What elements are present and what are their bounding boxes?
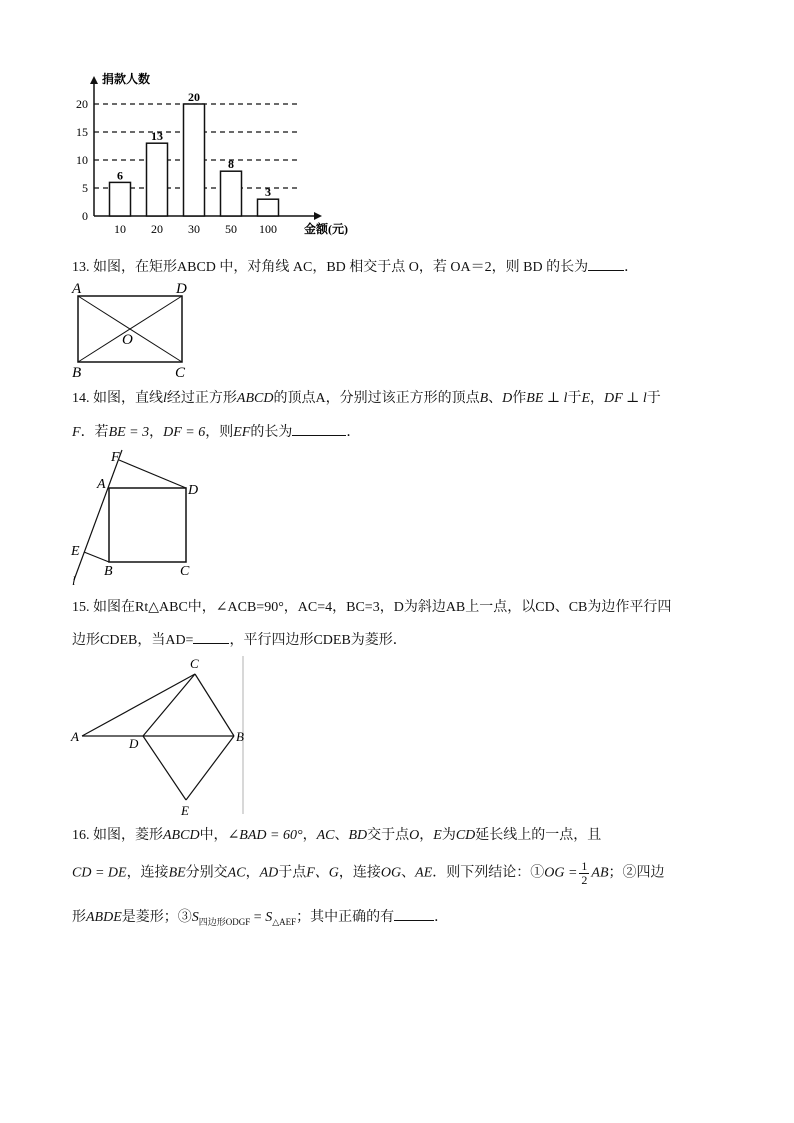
q13-label-a: A bbox=[72, 281, 82, 297]
q16-l3-a: 形 bbox=[72, 910, 86, 925]
q14-line-l bbox=[74, 450, 122, 580]
q16-l1-e: 交于点 bbox=[367, 828, 410, 843]
q14-l1-D: D bbox=[502, 391, 513, 406]
x-tick-label-50: 50 bbox=[225, 222, 237, 236]
q14-l1-h: 于 bbox=[646, 391, 661, 406]
q14-line1 bbox=[72, 389, 661, 409]
q16-l3-d: ． bbox=[434, 910, 449, 925]
q16-l1-o: O bbox=[409, 828, 420, 843]
q15-l2-b: ，平行四边形CDEB为菱形． bbox=[229, 633, 407, 648]
q14-l1-l: l bbox=[163, 391, 167, 406]
q14-l1-d: 、 bbox=[488, 391, 503, 406]
q14-l1-a: 14. 如图，直线 bbox=[72, 391, 163, 406]
x-tick-label-20: 20 bbox=[151, 222, 163, 236]
q16-l2-a: ，连接 bbox=[126, 865, 169, 881]
q13-suffix: ． bbox=[624, 260, 639, 275]
q16-l1-abcd: ABCD bbox=[163, 828, 200, 843]
q14-l2-a: ．若 bbox=[80, 425, 109, 440]
q16-l1-angle: ∠BAD = 60° bbox=[227, 828, 303, 843]
q15-line1 bbox=[72, 598, 671, 618]
q16-l3-s1: S bbox=[191, 910, 199, 925]
q15-label-a: A bbox=[71, 729, 79, 744]
q15-label-e: E bbox=[181, 803, 189, 818]
data-label-10: 6 bbox=[117, 168, 123, 183]
y-axis-title: 捐款人数 bbox=[102, 72, 151, 86]
q16-frac-num: 1 bbox=[581, 859, 588, 873]
q16-line1 bbox=[72, 826, 601, 846]
q14-l1-abcd: ABCD bbox=[236, 391, 274, 406]
q14-l2-F: F bbox=[72, 425, 81, 440]
y-axis-arrow bbox=[90, 76, 98, 84]
q14-l1-c: 的顶点A，分别过该正方形的顶点 bbox=[273, 391, 480, 406]
q14-segment-df bbox=[119, 460, 186, 488]
q14-answer-blank[interactable] bbox=[292, 421, 346, 436]
q14-l1-df: DF ⊥ l bbox=[604, 391, 647, 406]
y-tick-label-10: 10 bbox=[76, 153, 88, 167]
q16-l1-b: 中， bbox=[199, 828, 228, 843]
q14-l1-b: 经过正方形 bbox=[166, 391, 237, 406]
q16-l3-s2sub: △AEF bbox=[272, 916, 297, 927]
q14-square-abcd bbox=[109, 488, 186, 562]
data-label-30: 20 bbox=[188, 90, 200, 104]
q15-answer-blank[interactable] bbox=[193, 629, 229, 644]
q15-label-d: D bbox=[129, 736, 139, 751]
q15-segment-cd bbox=[143, 674, 195, 736]
bar-20 bbox=[147, 143, 168, 216]
y-tick-label-20: 20 bbox=[76, 97, 88, 111]
q16-l2-b: 分别交 bbox=[185, 865, 228, 881]
q14-square-figure bbox=[66, 448, 216, 586]
q13-prefix: 13. 如图，在矩形ABCD 中，对角线 AC，BD 相交于点 O，若 OA＝2，则 BD 的长为 bbox=[72, 260, 589, 275]
q16-line2 bbox=[72, 860, 665, 887]
q16-answer-blank[interactable] bbox=[394, 906, 434, 921]
q14-l2-d: 的长为 bbox=[250, 425, 293, 440]
q14-label-d: D bbox=[188, 483, 199, 498]
q14-label-b: B bbox=[104, 564, 113, 579]
q14-label-l: l bbox=[72, 573, 76, 586]
y-tick-label-15: 15 bbox=[76, 125, 88, 139]
q14-segment-be bbox=[84, 552, 109, 562]
x-axis-title: 金额(元) bbox=[304, 222, 348, 236]
q14-label-c: C bbox=[180, 564, 190, 579]
q16-l1-bd: BD bbox=[348, 828, 368, 843]
q15-label-b: B bbox=[236, 729, 244, 744]
q16-l2-ac: AC bbox=[227, 865, 246, 881]
q14-l1-E: E bbox=[581, 391, 590, 406]
q14-l2-e: ． bbox=[346, 425, 361, 440]
q16-l1-g: 为 bbox=[441, 828, 456, 843]
q16-l2-ae: AE bbox=[415, 865, 433, 881]
q16-frac-den: 2 bbox=[581, 873, 588, 887]
x-tick-label-10: 10 bbox=[114, 222, 126, 236]
data-label-20: 13 bbox=[151, 129, 163, 144]
bar-100 bbox=[258, 199, 279, 216]
q15-rhombus-figure bbox=[66, 652, 256, 820]
q14-l1-g: ， bbox=[590, 391, 604, 406]
q13-label-o: O bbox=[122, 332, 133, 348]
q15-l2-a: 边形CDEB，当AD= bbox=[72, 633, 194, 648]
q16-l2-d: 于点 bbox=[278, 865, 307, 881]
q16-l1-a: 16. 如图，菱形 bbox=[72, 828, 163, 843]
q16-l2-og: OG bbox=[380, 865, 402, 881]
q14-l1-f: 于 bbox=[567, 391, 582, 406]
q16-l2-be: BE bbox=[168, 865, 186, 881]
q16-l1-cd: CD bbox=[455, 828, 476, 843]
q16-l2-og2: OG = bbox=[544, 865, 578, 881]
q16-l1-h: 延长线上的一点，且 bbox=[475, 828, 602, 843]
q16-l2-c: ， bbox=[245, 865, 260, 881]
q16-l2-e: ，连接 bbox=[338, 865, 381, 881]
q15-segment-de bbox=[143, 736, 186, 800]
y-tick-label-5: 5 bbox=[82, 181, 88, 195]
q16-l3-abde: ABDE bbox=[86, 910, 122, 925]
q16-l1-E: E bbox=[433, 828, 442, 843]
y-tick-label-0: 0 bbox=[82, 209, 88, 223]
q16-l1-d: 、 bbox=[334, 828, 349, 843]
q14-label-e: E bbox=[71, 544, 80, 559]
q14-l2-b: ， bbox=[149, 425, 164, 440]
q14-line2 bbox=[72, 421, 360, 443]
q16-l3-c: ；其中正确的有 bbox=[296, 910, 395, 925]
q14-l1-e: 作 bbox=[512, 391, 527, 406]
q16-l2-ab: AB bbox=[591, 865, 609, 881]
q15-segment-ac bbox=[82, 674, 195, 736]
data-label-100: 3 bbox=[265, 185, 271, 200]
q14-l2-c: ，则 bbox=[205, 425, 234, 440]
q15-segment-cb bbox=[195, 674, 234, 736]
q16-l3-s2: S bbox=[265, 910, 273, 925]
bar-30 bbox=[184, 104, 205, 216]
q14-label-a: A bbox=[97, 477, 106, 492]
q16-l1-c: ， bbox=[302, 828, 317, 843]
q13-answer-blank[interactable] bbox=[588, 256, 624, 271]
q16-l2-f: 、 bbox=[401, 865, 416, 881]
q13-label-d: D bbox=[176, 281, 187, 297]
q16-l2-eq: CD = DE bbox=[72, 865, 127, 881]
q13-label-c: C bbox=[175, 365, 186, 380]
q13-text bbox=[72, 256, 638, 278]
q16-l3-b: 是菱形；③ bbox=[121, 910, 192, 925]
q14-l2-ef: EF bbox=[233, 425, 251, 440]
q15-label-c: C bbox=[190, 656, 199, 671]
q16-l2-fg: F、G bbox=[306, 865, 339, 881]
q16-l2-g: ．则下列结论：① bbox=[432, 865, 545, 881]
q14-l2-be: BE = 3 bbox=[108, 425, 150, 440]
q14-label-f: F bbox=[111, 450, 120, 465]
q15-line2 bbox=[72, 629, 407, 651]
q16-l1-ac: AC bbox=[316, 828, 335, 843]
q16-line3 bbox=[72, 906, 448, 932]
q14-l1-be: BE ⊥ l bbox=[526, 391, 568, 406]
q15-l1: 15. 如图在Rt△ABC中，∠ACB=90°，AC=4，BC=3，D为斜边AB上一点，以CD、CB为边作平行四 bbox=[72, 600, 672, 615]
q16-l3-s1sub: 四边形ODGF bbox=[198, 916, 251, 927]
data-label-50: 8 bbox=[228, 157, 234, 172]
x-tick-label-30: 30 bbox=[188, 222, 200, 236]
q13-label-b: B bbox=[72, 365, 82, 380]
q14-l2-df: DF = 6 bbox=[163, 425, 206, 440]
q16-fraction-half bbox=[579, 860, 589, 887]
bar-50 bbox=[221, 171, 242, 216]
x-axis-arrow bbox=[314, 212, 322, 220]
q15-segment-eb bbox=[186, 736, 234, 800]
q16-l1-f: ， bbox=[419, 828, 434, 843]
bar-10 bbox=[110, 182, 131, 216]
q14-l1-B: B bbox=[479, 391, 489, 406]
bar-chart bbox=[60, 68, 360, 243]
q13-rectangle-figure bbox=[68, 280, 198, 380]
q16-l2-h: ；②四边 bbox=[608, 865, 665, 881]
q16-l3-eq: = bbox=[250, 910, 266, 925]
q16-l2-ad: AD bbox=[259, 865, 279, 881]
x-tick-label-100: 100 bbox=[259, 222, 277, 236]
